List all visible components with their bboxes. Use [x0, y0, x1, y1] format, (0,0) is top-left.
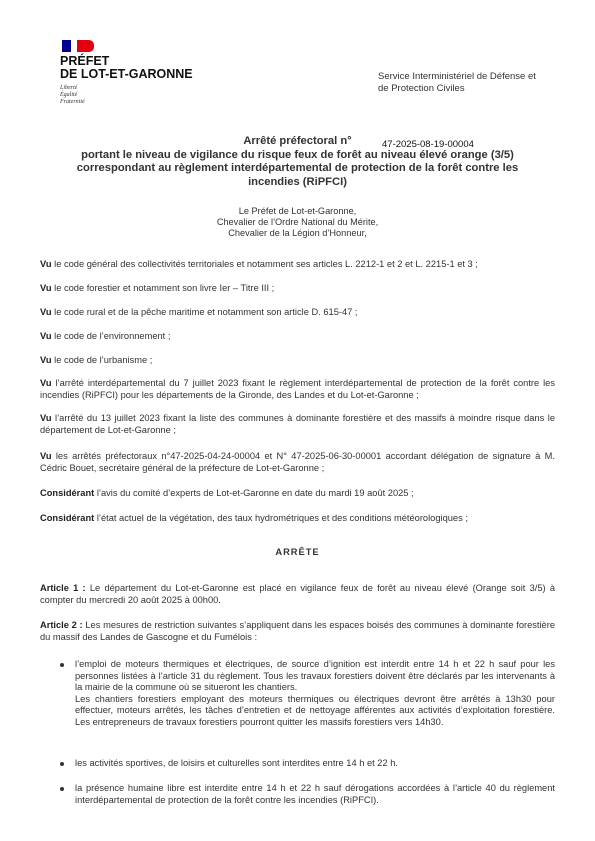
- visa-text: l’arrêté interdépartemental du 7 juillet 2023 fixant le règlement interdépartemental de protection de la forêt contre les incendies (RiPFCI) pour les départements de la Gironde, des Landes et du Lot-et-Garonne ;: [40, 378, 555, 400]
- article-label: Article 2 :: [40, 620, 83, 630]
- visa-paragraph: [40, 413, 555, 436]
- motto-fraternite: Fraternité: [60, 99, 85, 105]
- article-text: Le département du Lot-et-Garonne est placé en vigilance feux de forêt au niveau élevé (Orange soit 3/5) à compter du mercredi 20 août 2025 à 00h00.: [40, 583, 555, 605]
- visa-keyword: Vu: [40, 451, 52, 461]
- visa-text: les arrêtés préfectoraux n°47-2025-04-24-00004 et N° 47-2025-06-30-00001 accordant délégation de signature à M. Cédric Bouet, secrétaire général de la préfecture de Lot-et-Garonne ;: [40, 451, 555, 473]
- visa-text: l’arrêté du 13 juillet 2023 fixant la liste des communes à dominante forestière et des massifs à moindre risque dans le département de Lot-et-Garonne ;: [40, 413, 555, 435]
- prefet-title: [60, 55, 193, 81]
- visa-text: le code de l’urbanisme ;: [51, 355, 153, 365]
- bullet-icon: [60, 663, 66, 669]
- restriction-item: [75, 659, 555, 728]
- visa-paragraph: [40, 451, 555, 474]
- article-2: [40, 620, 555, 643]
- document-title: [40, 135, 555, 189]
- restriction-text: Les chantiers forestiers employant des moteurs thermiques ou électriques devront être arrêtés à 13h30 pour effectuer, moteurs arrêtés, les tâches d’entretien et de nettoyage afférentes aux activités d’exploitation forestière. Les entrepreneurs de travaux forestiers pourront quitter les massifs forestiers vers 14h30.: [75, 693, 555, 727]
- prefet-line1: PRÉFET: [60, 54, 110, 68]
- considerant-keyword: Considérant: [40, 513, 95, 523]
- prefet-block-line1: Le Préfet de Lot-et-Garonne,: [238, 206, 357, 216]
- visa-keyword: Vu: [40, 259, 52, 269]
- visa-paragraph: [40, 355, 555, 367]
- considerant-paragraph: [40, 488, 555, 500]
- visa-text: le code de l’environnement ;: [51, 331, 171, 341]
- prefecture-logo: [60, 40, 193, 106]
- bullet-icon: [60, 787, 66, 793]
- visa-paragraph: [40, 259, 555, 271]
- restriction-item: [75, 783, 555, 806]
- article-label: Article 1 :: [40, 583, 86, 593]
- restriction-text: la présence humaine libre est interdite entre 14 h et 22 h sauf dérogations accordées à l’article 40 du règlement interdépartemental de protection de la forêt contre les incendies (RiPFCI).: [75, 783, 555, 805]
- article-text: Les mesures de restriction suivantes s’appliquent dans les espaces boisés des communes à dominante forestière du massif des Landes de Gascogne et du Fumélois :: [40, 620, 555, 642]
- prefet-signatory-block: [40, 206, 555, 239]
- considerant-keyword: Considérant: [40, 488, 95, 498]
- arrete-number: 47-2025-08-19-00004: [382, 139, 474, 150]
- prefet-block-line2: Chevalier de l’Ordre National du Mérite,: [216, 217, 379, 227]
- title-line4: incendies (RiPFCI): [248, 175, 347, 188]
- visa-text: le code forestier et notamment son livre Ier – Titre III ;: [51, 283, 275, 293]
- restriction-text: les activités sportives, de loisirs et culturelles sont interdites entre 14 h et 22 h.: [75, 758, 398, 768]
- article-1: [40, 583, 555, 606]
- visa-text: le code rural et de la pêche maritime et notamment son article D. 615-47 ;: [51, 307, 358, 317]
- restriction-text: l’emploi de moteurs thermiques et électriques, de source d’ignition est interdit entre 14 h et 22 h sauf pour les personnes listées à l’article 31 du règlement. Tous les travaux forestiers doivent être déclarés par les intervenants à la mairie de la commune où se situeront les chantiers.: [75, 659, 555, 692]
- service-line2: de Protection Civiles: [378, 83, 465, 94]
- visa-keyword: Vu: [40, 331, 52, 341]
- visa-paragraph: [40, 307, 555, 319]
- considerant-paragraph: [40, 513, 555, 525]
- service-line1: Service Interministériel de Défense et: [378, 71, 536, 82]
- prefet-line2: DE LOT-ET-GARONNE: [60, 67, 193, 81]
- visa-paragraph: [40, 378, 555, 401]
- visa-keyword: Vu: [40, 378, 52, 388]
- title-line2: portant le niveau de vigilance du risque feux de forêt au niveau élevé orange (3/5): [81, 148, 514, 161]
- title-line1: Arrêté préfectoral n°: [243, 135, 352, 147]
- motto-egalite: Égalité: [60, 92, 78, 98]
- bullet-icon: [60, 762, 66, 768]
- restriction-item: [75, 758, 555, 770]
- visa-keyword: Vu: [40, 355, 52, 365]
- visa-paragraph: [40, 283, 555, 295]
- motto-liberte: Liberté: [60, 85, 78, 91]
- arrete-heading: ARRÊTE: [275, 547, 320, 557]
- visa-keyword: Vu: [40, 413, 52, 423]
- service-name: [378, 71, 578, 95]
- prefet-block-line3: Chevalier de la Légion d’Honneur,: [228, 228, 367, 238]
- republique-flag-icon: [62, 40, 94, 52]
- title-line3: correspondant au règlement interdépartemental de protection de la forêt contre les: [76, 162, 519, 174]
- considerant-text: l’état actuel de la végétation, des taux hydrométriques et des conditions météorologiques ;: [94, 513, 468, 523]
- considerant-text: l’avis du comité d’experts de Lot-et-Garonne en date du mardi 19 août 2025 ;: [94, 488, 414, 498]
- visa-paragraph: [40, 331, 555, 343]
- republic-motto: [60, 85, 193, 106]
- visa-keyword: Vu: [40, 307, 52, 317]
- visa-text: le code général des collectivités territoriales et notamment ses articles L. 2212-1 et 2 et L. 2215-1 et 3 ;: [51, 259, 478, 269]
- visa-keyword: Vu: [40, 283, 52, 293]
